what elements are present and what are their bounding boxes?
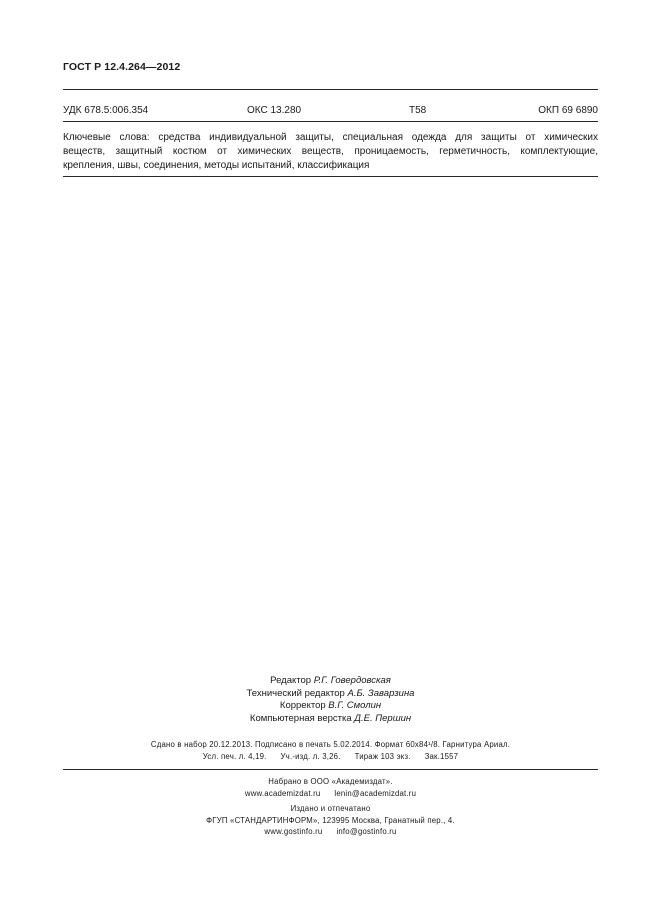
editor-name: Р.Г. Говердовская — [313, 675, 391, 686]
typeset-site-link[interactable]: www.academizdat.ru — [244, 788, 321, 798]
printed-line-2: ФГУП «СТАНДАРТИНФОРМ», 123995 Москва, Гранатный пер., 4. — [206, 815, 455, 825]
standard-designation: ГОСТ Р 12.4.264—2012 — [63, 61, 181, 73]
print-info-line-1: Сдано в набор 20.12.2013. Подписано в печать 5.02.2014. Формат 60х84¹/8. Гарнитура Ариал. — [150, 740, 511, 749]
udc-code: УДК 678.5:006.354 — [63, 105, 149, 116]
typeset-contacts — [63, 788, 598, 800]
print-info-block — [63, 739, 598, 762]
oks-code: ОКС 13.280 — [247, 105, 302, 116]
corrector-name: В.Г. Смолин — [328, 700, 382, 711]
typeset-email-link[interactable]: lenin@academizdat.ru — [334, 788, 417, 798]
layout-name: Д.Е. Першин — [354, 712, 412, 724]
divider-classification — [63, 121, 598, 122]
tech-editor-name: А.Б. Заварзина — [347, 687, 415, 699]
credits-block — [63, 675, 598, 725]
publisher-sheets: Уч.-изд. л. 3,26. — [280, 751, 341, 761]
printed-line-1: Издано и отпечатано — [290, 804, 371, 813]
keywords-line-1: Ключевые слова: средства индивидуальной защиты, специальная одежда для защиты от химических — [63, 132, 598, 143]
typeset-block — [63, 776, 598, 799]
credit-corrector: Корректор В.Г. Смолин — [279, 700, 382, 711]
order-number: Зак.1557 — [424, 751, 459, 761]
keywords-line-3: крепления, швы, соединения, методы испытаний, классификация — [63, 160, 370, 171]
okp-code: ОКП 69 6890 — [538, 105, 598, 116]
divider-keywords — [63, 176, 598, 177]
divider-top — [63, 89, 598, 90]
group-code: Т58 — [409, 105, 427, 116]
printed-block — [63, 803, 598, 838]
printed-site-link[interactable]: www.gostinfo.ru — [264, 827, 323, 836]
keywords-block — [63, 131, 598, 173]
credit-editor: Редактор Р.Г. Говердовская — [270, 675, 391, 686]
print-run: Тираж 103 экз. — [354, 751, 411, 761]
printed-contacts — [63, 826, 598, 838]
print-info-line-2 — [63, 751, 598, 763]
credit-tech-editor: Технический редактор А.Б. Заварзина — [246, 687, 415, 699]
print-sheets: Усл. печ. л. 4,19. — [202, 751, 267, 761]
printed-email-link[interactable]: info@gostinfo.ru — [336, 827, 397, 836]
credit-layout: Компьютерная верстка Д.Е. Першин — [249, 712, 412, 724]
keywords-line-2: веществ, защитный костюм от химических веществ, проницаемость, герметичность, комплектующие, — [63, 146, 598, 157]
divider-imprint — [63, 769, 598, 770]
typeset-line: Набрано в ООО «Академиздат». — [268, 777, 393, 786]
